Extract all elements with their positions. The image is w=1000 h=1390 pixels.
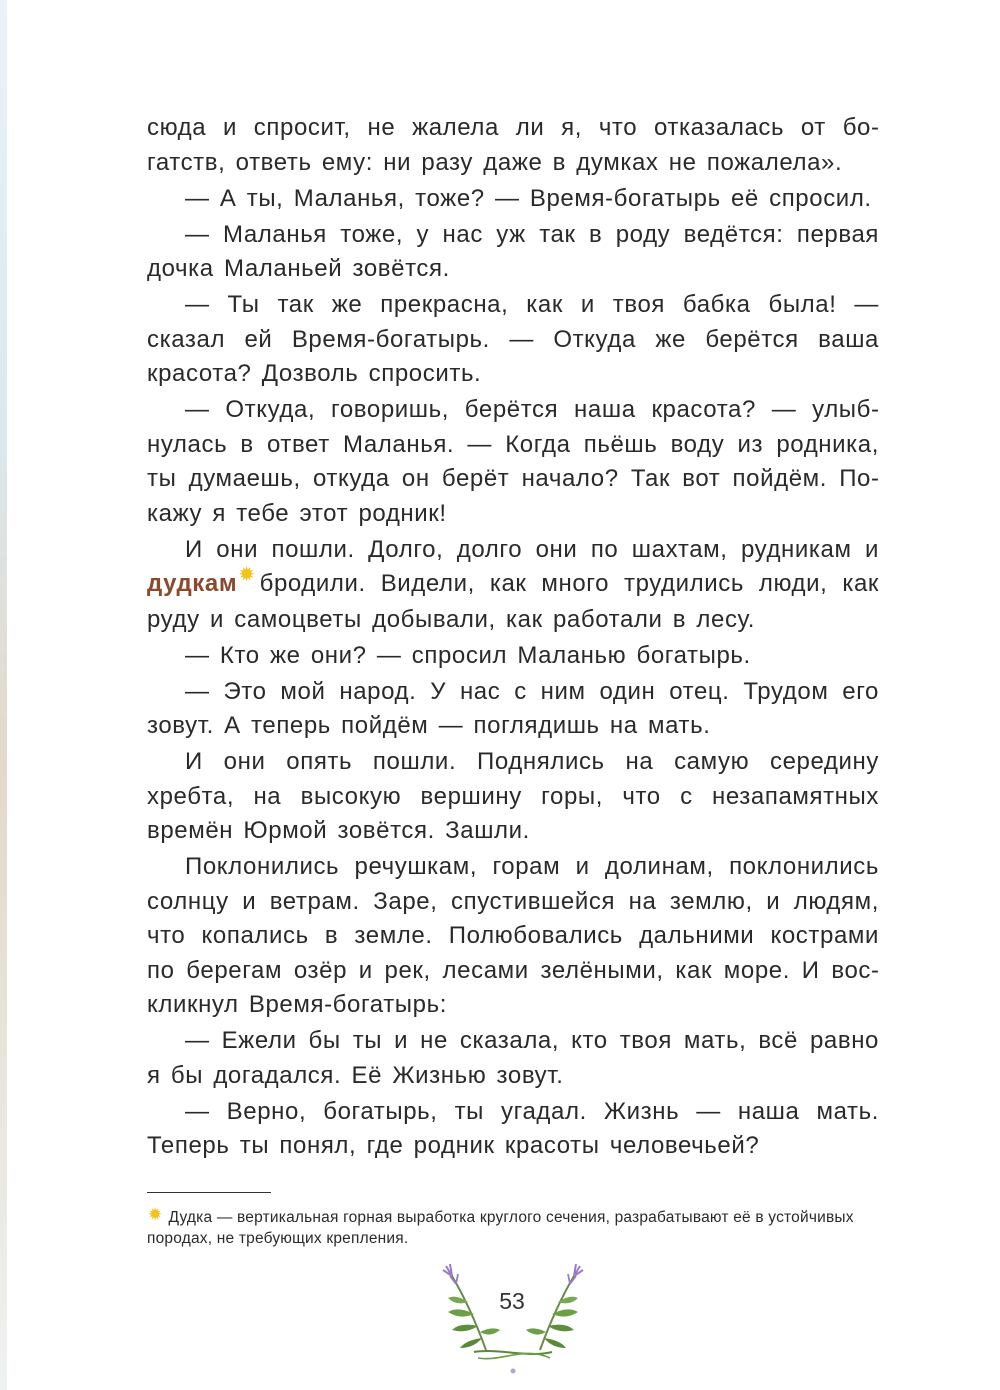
paragraph-10: Поклонились речушкам, горам и долинам, поклонились солнцу и ветрам. Заре, спустившейся на землю, и людям, что копались в земле. Полюбовались дальними кострами по берегам озёр и рек, лесами зелёными, как море. И воскликнул Время-богатырь: xyxy=(147,853,879,1018)
footnote xyxy=(147,1206,879,1249)
page-number: 53 xyxy=(499,1288,525,1314)
floral-ornament xyxy=(438,1258,588,1382)
glossary-term-dudka: дудкам xyxy=(147,570,238,597)
paragraph-12: — Верно, богатырь, ты угадал. Жизнь — наша мать. Теперь ты понял, где родник красоты человечьей? xyxy=(147,1097,879,1159)
story-text xyxy=(147,111,879,1165)
footnote-text: Дудка — вертикальная горная выработка круглого сечения, разрабатывают её в устойчивых породах, не требующих крепления. xyxy=(147,1209,854,1247)
paragraph-5: — Откуда, говоришь, берётся наша красота? — улыбнулась в ответ Маланья. — Когда пьёшь воду из родника, ты думаешь, откуда он берёт начало? Так вот пойдём. Покажу я тебе этот родник! xyxy=(147,396,879,527)
paragraph-6 xyxy=(147,533,879,638)
paragraph-4: — Ты так же прекрасна, как и твоя бабка была! — сказал ей Время-богатырь. — Откуда же берётся ваша красота? Дозволь спросить. xyxy=(147,291,879,387)
paragraph-6-end: бродили. Видели, как много трудились люди, как руду и самоцветы добывали, как работали в лесу. xyxy=(147,570,879,633)
paragraph-11: — Ежели бы ты и не сказала, кто твоя мать, всё равно я бы догадался. Её Жизнью зовут. xyxy=(147,1027,879,1089)
paragraph-9: И они опять пошли. Поднялись на самую середину хребта, на высокую вершину горы, что с незапамятных времён Юрмой зовётся. Зашли. xyxy=(147,748,879,844)
flower-dot-icon xyxy=(511,1369,516,1374)
sun-icon: ✹ xyxy=(238,564,256,586)
paragraph-1: сюда и спросит, не жалела ли я, что отказалась от богатств, ответь ему: ни разу даже в думках не пожалела». xyxy=(147,114,879,176)
paragraph-3: — Маланья тоже, у нас уж так в роду ведётся: первая дочка Маланьей зовётся. xyxy=(147,220,879,282)
paragraph-6-start: И они пошли. Долго, долго они по шахтам, рудникам и xyxy=(185,535,879,563)
sun-icon: ✹ xyxy=(148,1205,163,1224)
page-edge-decoration xyxy=(0,0,7,1390)
footnote-divider xyxy=(147,1192,271,1193)
paragraph-7: — Кто же они? — спросил Маланью богатырь. xyxy=(185,641,751,669)
paragraph-8: — Это мой народ. У нас с ним один отец. Трудом его зовут. А теперь пойдём — поглядишь на мать. xyxy=(147,677,879,739)
paragraph-2: — А ты, Маланья, тоже? — Время-богатырь её спросил. xyxy=(185,184,872,212)
